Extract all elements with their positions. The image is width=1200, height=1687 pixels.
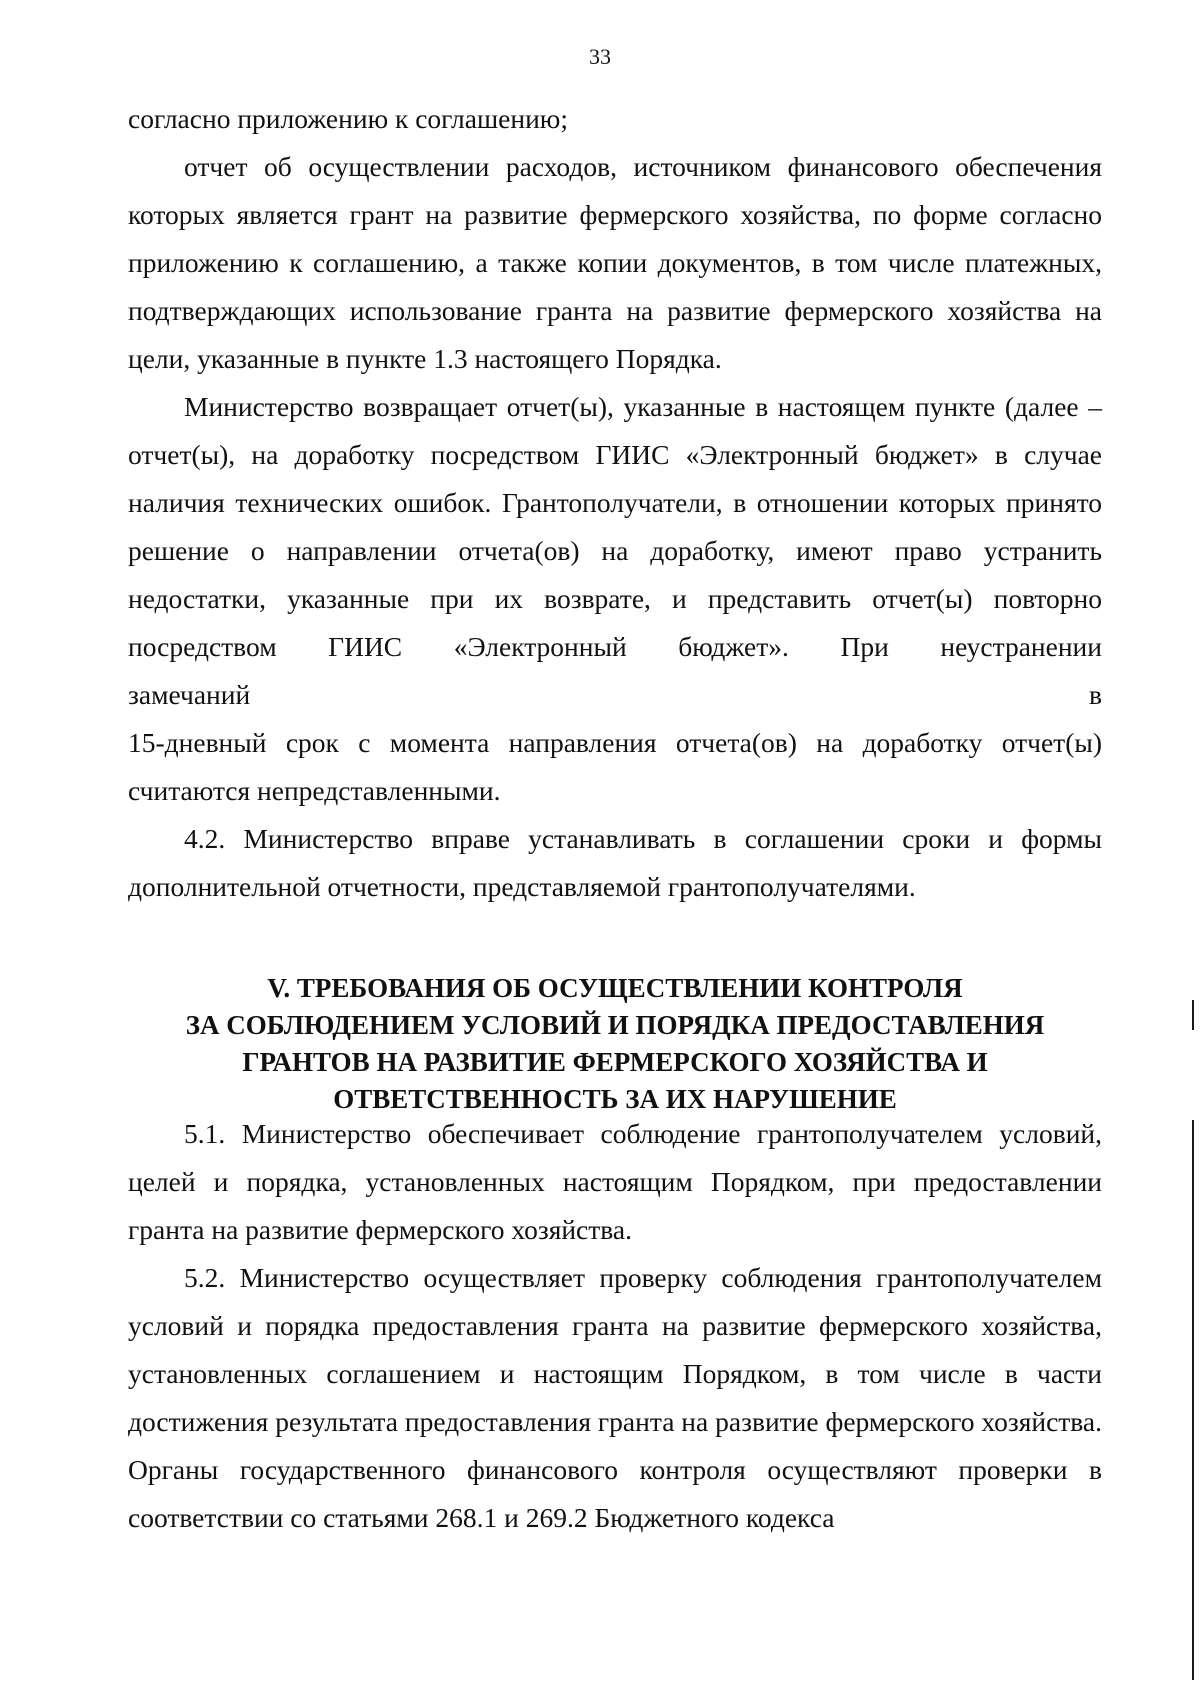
paragraph-continuation: согласно приложению к соглашению;: [128, 103, 568, 134]
paragraph-deadline: 15-дневный срок с момента направления отчета(ов) на доработку отчет(ы) считаются непредставленными.: [128, 727, 1102, 806]
paragraph-remarks-line: замечаний в: [128, 679, 1102, 710]
section-heading-line: ГРАНТОВ НА РАЗВИТИЕ ФЕРМЕРСКОГО ХОЗЯЙСТВА И: [242, 1047, 988, 1077]
body-text-top: [128, 95, 1102, 911]
paragraph-4-2: 4.2. Министерство вправе устанавливать в соглашении сроки и формы дополнительной отчетности, представляемой грантополучателями.: [128, 823, 1102, 902]
paragraph-5-2: 5.2. Министерство осуществляет проверку соблюдения грантополучателем условий и порядка предоставления гранта на развитие фермерского хозяйства, установленных соглашением и настоящим Порядком, в том числе в части достижения результата предоставления гранта на развитие фермерского хозяйства. Органы государственного финансового контроля осуществляют проверки в соответствии со статьями 268.1 и 269.2 Бюджетного кодекса: [128, 1262, 1102, 1533]
section-heading-line: ОТВЕТСТВЕННОСТЬ ЗА ИХ НАРУШЕНИЕ: [333, 1084, 897, 1114]
section-heading: [128, 970, 1102, 1118]
body-text-bottom: [128, 1110, 1102, 1542]
section-heading-line: V. ТРЕБОВАНИЯ ОБ ОСУЩЕСТВЛЕНИИ КОНТРОЛЯ: [267, 973, 963, 1003]
page-number: 33: [589, 44, 611, 69]
section-heading-line: ЗА СОБЛЮДЕНИЕМ УСЛОВИЙ И ПОРЯДКА ПРЕДОСТАВЛЕНИЯ: [185, 1010, 1045, 1040]
paragraph-report-return: Министерство возвращает отчет(ы), указанные в настоящем пункте (далее – отчет(ы), на доработку посредством ГИИС «Электронный бюджет» в случае наличия технических ошибок. Грантополучатели, в отношении которых принято решение о направлении отчета(ов) на доработку, имеют право устранить недостатки, указанные при их возврате, и представить отчет(ы) повторно посредством ГИИС «Электронный бюджет». При неустранении: [128, 391, 1102, 662]
scan-edge-line: [1192, 1120, 1194, 1680]
paragraph-5-1: 5.1. Министерство обеспечивает соблюдение грантополучателем условий, целей и порядка, установленных настоящим Порядком, при предоставлении гранта на развитие фермерского хозяйства.: [128, 1118, 1102, 1245]
paragraph-expense-report: отчет об осуществлении расходов, источником финансового обеспечения которых является грант на развитие фермерского хозяйства, по форме согласно приложению к соглашению, а также копии документов, в том числе платежных, подтверждающих использование гранта на развитие фермерского хозяйства на цели, указанные в пункте 1.3 настоящего Порядка.: [128, 151, 1102, 374]
scan-edge-mark: [1192, 1000, 1194, 1030]
